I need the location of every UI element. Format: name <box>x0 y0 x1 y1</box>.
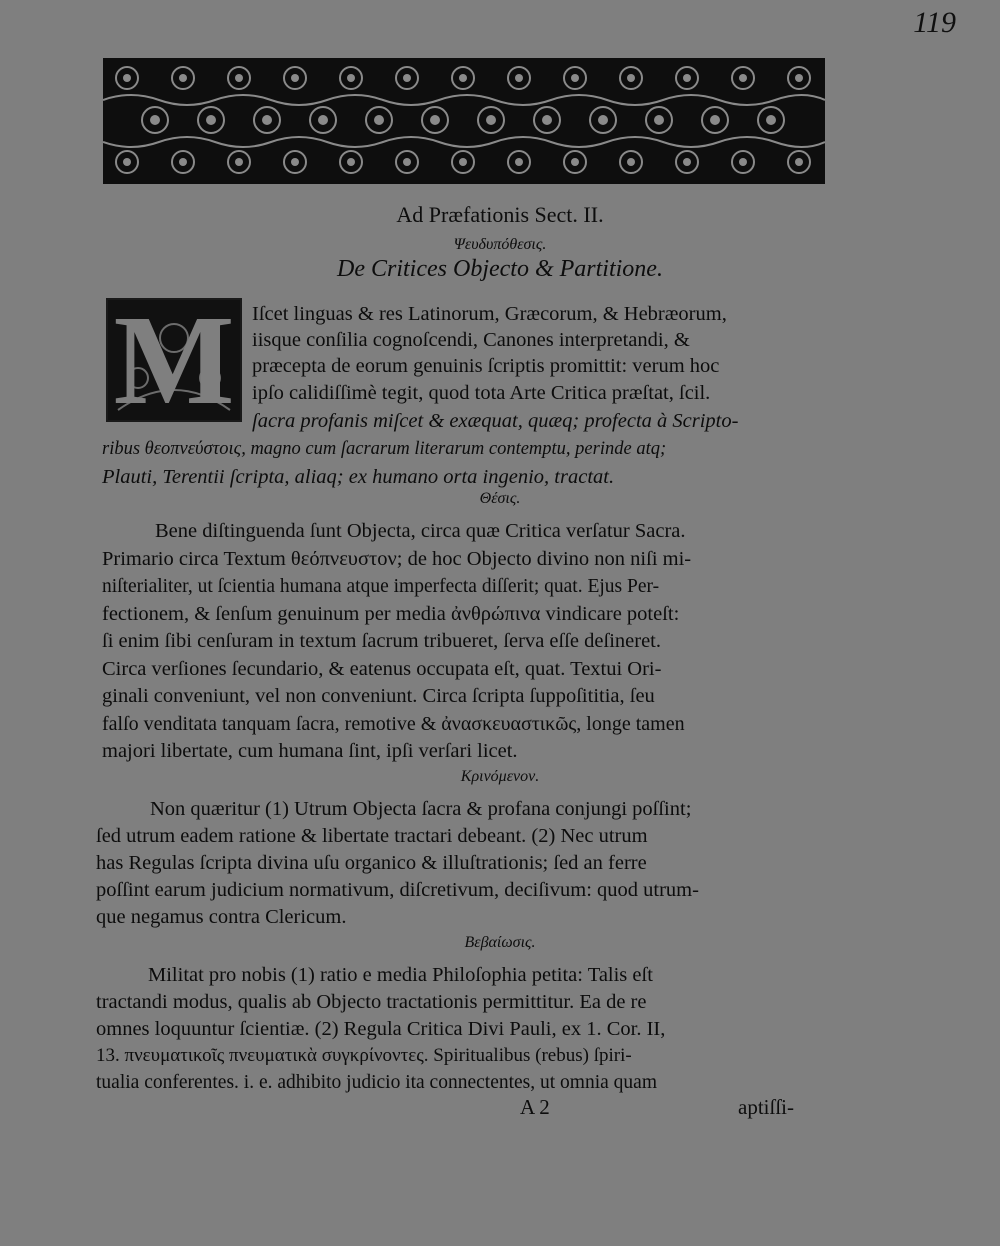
text-line: ribus θεοπνεύστοις, magno cum ſacrarum literarum contemptu, perinde atq; <box>102 439 667 459</box>
text-line: majori libertate, cum humana ſint, ipſi verſari licet. <box>102 740 518 762</box>
decorated-initial <box>106 289 242 431</box>
label-krinomenon: Κρινόμενον. <box>460 768 540 785</box>
section-heading: Ad Præfationis Sect. II. <box>396 202 604 227</box>
text-line: tractandi modus, qualis ab Objecto tractationis permittitur. Ea de re <box>96 991 647 1013</box>
catchword: aptiſſi- <box>738 1095 794 1119</box>
label-bebaiosis: Βεβαίωσις. <box>464 934 536 951</box>
label-thesis: Θέσις. <box>479 490 521 507</box>
text-line: ſacra profanis miſcet & exæquat, quæq; profecta à Scripto- <box>252 410 739 432</box>
greek-subtitle: Ψευδυπόθεσις. <box>453 236 547 253</box>
text-line: Bene diſtinguenda ſunt Objecta, circa quæ Critica verſatur Sacra. <box>155 520 686 542</box>
text-line: Circa verſiones ſecundario, & eatenus occupata eſt, quat. Textui Ori- <box>102 658 662 680</box>
text-line: Iſcet linguas & res Latinorum, Græcorum, & Hebræorum, <box>252 303 727 325</box>
chapter-title: De Critices Objecto & Partitione. <box>337 256 663 282</box>
text-line: ipſo calidiſſimè tegit, quod tota Arte Critica præſtat, ſcil. <box>252 382 711 404</box>
text-line: que negamus contra Clericum. <box>96 906 347 928</box>
text-line: ſed utrum eadem ratione & libertate tractari debeant. (2) Nec utrum <box>96 825 648 847</box>
text-line: tualia conferentes. i. e. adhibito judicio ita connectentes, ut omnia quam <box>96 1072 657 1093</box>
text-line: Plauti, Terentii ſcripta, aliaq; ex humano orta ingenio, tractat. <box>102 466 615 488</box>
text-line: ſi enim ſibi cenſuram in textum ſacrum tribueret, ſerva eſſe deſineret. <box>102 630 661 652</box>
text-line: falſo venditata tanquam ſacra, remotive & ἀνασκευαστικῶς, longe tamen <box>102 713 685 735</box>
text-line: omnes loquuntur ſcientiæ. (2) Regula Critica Divi Pauli, ex 1. Cor. II, <box>96 1018 666 1040</box>
text-line: fectionem, & ſenſum genuinum per media ἀνθρώπινα vindicare poteſt: <box>102 603 680 625</box>
text-line: Primario circa Textum θεόπνευστον; de hoc Objecto divino non niſi mi- <box>102 548 692 570</box>
text-line: niſterialiter, ut ſcientia humana atque imperfecta diſſerit; quat. Ejus Per- <box>102 576 660 597</box>
text-line: iisque conſilia cognoſcendi, Canones interpretandi, & <box>252 329 690 351</box>
text-line: Non quæritur (1) Utrum Objecta ſacra & profana conjungi poſſint; <box>150 798 692 820</box>
text-line: 13. πνευματικοῖς πνευματικὰ συγκρίνοντες. Spiritualibus (rebus) ſpiri- <box>96 1045 632 1066</box>
text-line: has Regulas ſcripta divina uſu organico & illuſtrationis; ſed an ferre <box>96 852 647 874</box>
floral-ornament-band <box>103 58 825 184</box>
signature-mark: A 2 <box>520 1095 550 1119</box>
page-number: 119 <box>913 6 956 39</box>
text-line: præcepta de eorum genuinis ſcriptis promittit: verum hoc <box>252 355 720 377</box>
text-line: ginali conveniunt, vel non conveniunt. Circa ſcripta ſuppoſititia, ſeu <box>102 685 655 707</box>
text-line: Militat pro nobis (1) ratio e media Philoſophia petita: Talis eſt <box>148 964 653 986</box>
text-line: poſſint earum judicium normativum, diſcretivum, deciſivum: quod utrum- <box>96 879 699 901</box>
initial-letter: M <box>113 289 235 431</box>
